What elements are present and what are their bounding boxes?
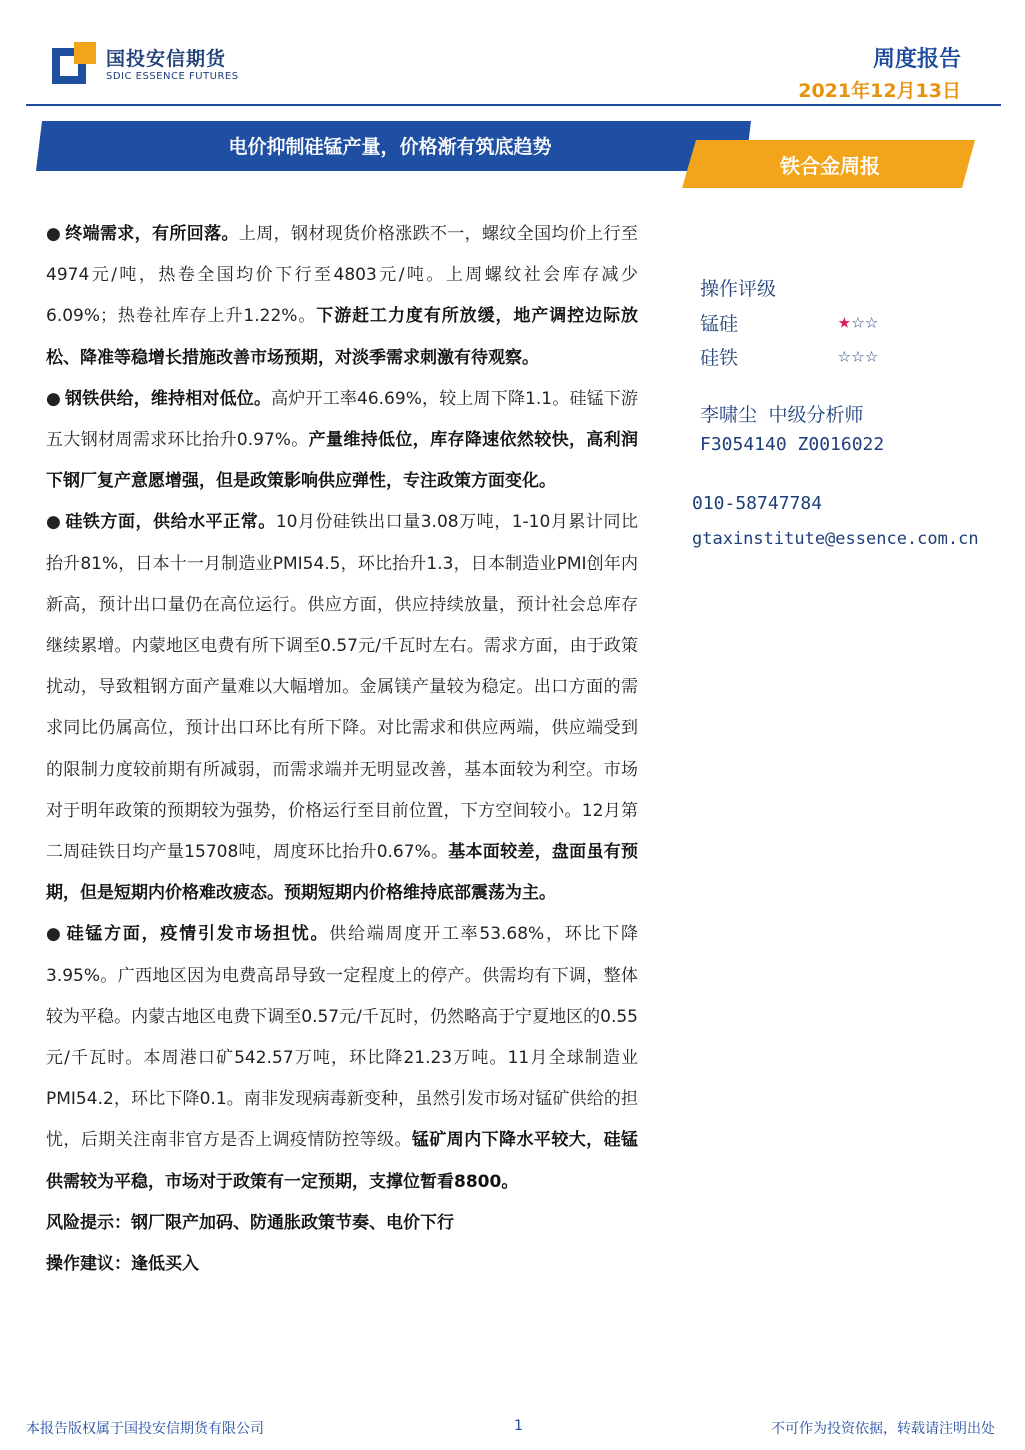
- logo-name-cn: 国投安信期货: [106, 48, 227, 70]
- rating-row: [700, 343, 879, 370]
- report-type: 周度报告: [872, 47, 961, 72]
- section-steel-supply: [46, 379, 638, 503]
- report-title: 电价抑制硅锰产量，价格渐有筑底趋势: [228, 136, 552, 158]
- risk-label: 风险提示：: [46, 1212, 131, 1233]
- footer-disclaimer: 不可作为投资依据，转载请注明出处: [771, 1421, 995, 1437]
- star-rating-icon: ★☆☆: [838, 309, 879, 333]
- rating-title: 操作评级: [700, 278, 777, 300]
- bullet-icon: ●: [46, 512, 62, 533]
- header-divider: [26, 104, 1001, 106]
- section-ferrosilicon: [46, 502, 638, 914]
- page-number: 1: [514, 1418, 523, 1434]
- rating-row: [700, 309, 879, 336]
- risk-text: 钢厂限产加码、防通胀政策节奏、电价下行: [131, 1212, 454, 1233]
- section-heading: 硅锰方面，疫情引发市场担忧。: [66, 924, 330, 945]
- logo-name-en: SDIC ESSENCE FUTURES: [106, 71, 239, 82]
- section-conclusion: 下游赶工力度有所放缓，地产调控边际放松、降准等稳增长措施改善市场预期，对淡季需求刺激有待观察。: [46, 306, 638, 368]
- analyst-certification: F3054140 Z0016022: [700, 434, 885, 455]
- operation-advice: [46, 1244, 638, 1285]
- section-body: 高炉开工率46.69%，较上周下降1.1。硅锰下游五大钢材周需求环比抬升0.97%。: [46, 388, 638, 451]
- bullet-icon: ●: [46, 388, 62, 409]
- section-conclusion: 基本面较差，盘面虽有预期，但是短期内价格难改疲态。预期短期内价格维持底部震荡为主。: [46, 842, 638, 904]
- section-demand: [46, 214, 638, 379]
- report-date: 2021年12月13日: [798, 80, 961, 102]
- section-heading: 终端需求，有所回落。: [65, 224, 239, 244]
- bullet-icon: ●: [46, 224, 62, 244]
- footer-copyright: 本报告版权属于国投安信期货有限公司: [26, 1421, 264, 1437]
- rating-name: 硅铁: [700, 347, 739, 369]
- contact-phone: 010-58747784: [692, 493, 823, 514]
- section-body: 上周，钢材现货价格涨跌不一，螺纹全国均价上行至4974元/吨，热卷全国均价下行至4803元/吨。上周螺纹社会库存减少6.09%；热卷社库存上升1.22%。: [46, 224, 638, 327]
- company-logo: [52, 42, 239, 88]
- section-body: 供给端周度开工率53.68%，环比下降3.95%。广西地区因为电费高昂导致一定程度上的停产。供需均有下调，整体较为平稳。内蒙古地区电费下调至0.57元/千瓦时，仍然略高于宁夏地区的0.55元/千瓦时。本周港口矿542.57万吨，环比降21.23万吨。11月全球制造业PMI54.2，环比下降0.1。南非发现病毒新变种，虽然引发市场对锰矿供给的担忧，后期关注南非官方是否上调疫情防控等级。: [46, 924, 639, 1151]
- contact-email[interactable]: gtaxinstitute@essence.com.cn: [692, 529, 979, 549]
- section-conclusion: 产量维持低位，库存降速依然较快，高利润下钢厂复产意愿增强，但是政策影响供应弹性，专注政策方面变化。: [46, 430, 639, 492]
- advice-text: 逢低买入: [131, 1254, 199, 1275]
- analyst-name: 李啸尘 中级分析师: [700, 404, 864, 426]
- section-silicomanganese: [46, 914, 638, 1202]
- logo-mark-icon: [52, 42, 96, 84]
- rating-name: 锰硅: [700, 313, 739, 335]
- section-body: 10月份硅铁出口量3.08万吨，1-10月累计同比抬升81%，日本十一月制造业PMI54.5，环比抬升1.3，日本制造业PMI创年内新高，预计出口量仍在高位运行。供应方面，供应持续放量，预计社会总库存继续累增。内蒙地区电费有所下调至0.57元/千瓦时左右。需求方面，由于政策扰动，导致粗钢方面产量难以大幅增加。金属镁产量较为稳定。出口方面的需求同比仍属高位，预计出口环比有所下降。对比需求和供应两端，供应端受到的限制力度较前期有所减弱，而需求端并无明显改善，基本面较为利空。市场对于明年政策的预期较为强势，价格运行至目前位置，下方空间较小。12月第二周硅铁日均产量15708吨，周度环比抬升0.67%。: [46, 512, 638, 863]
- category-tag-label: 铁合金周报: [780, 154, 880, 178]
- report-body: [46, 214, 638, 1285]
- section-conclusion: 锰矿周内下降水平较大，硅锰供需较为平稳，市场对于政策有一定预期，支撑位暂看8800。: [46, 1130, 639, 1192]
- bullet-icon: ●: [46, 924, 63, 945]
- section-heading: 硅铁方面，供给水平正常。: [65, 512, 276, 533]
- star-rating-icon: ☆☆☆: [838, 343, 879, 367]
- section-heading: 钢铁供给，维持相对低位。: [65, 388, 272, 409]
- risk-note: [46, 1203, 638, 1244]
- advice-label: 操作建议：: [46, 1254, 131, 1275]
